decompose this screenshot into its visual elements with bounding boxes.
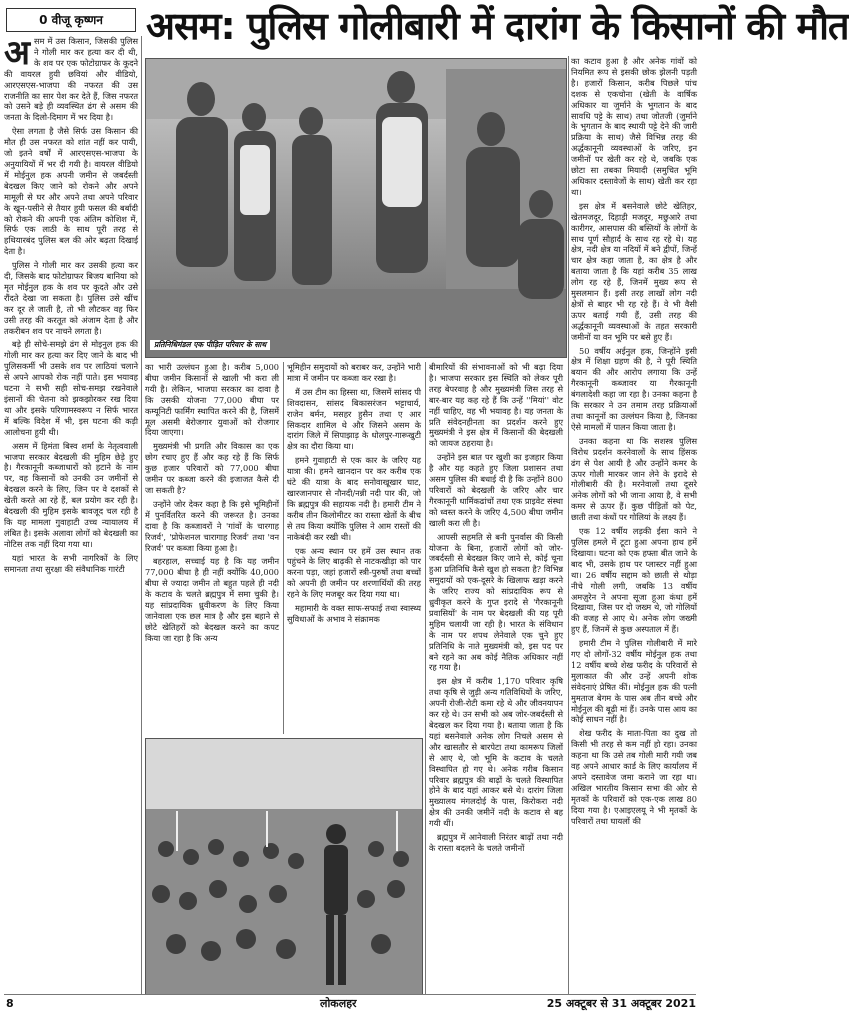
paragraph: एक 12 वर्षीय लड़की ईसा काने ने पुलिस हमले में टूटा हुआ अपना हाथ हमें दिखाया। घटना को एक हफ्ता बीत जाने के बाद भी, उसके हाथ पर प्लास्टर नहीं हुआ था। 26 वर्षीय सद्दाम को छाती से थोड़ा नीचे गोली लगी, जबकि 13 वर्षीय अमज़ुरेन ने अपना सूजा हुआ कंधा हमें दिखाया, जिस पर दो जख्म थे, जो गोलियों की वजह से आए थे। अनेक लोग जख्मी हुए हैं, जिनमें से कुछ अस्पताल में हैं। [571, 526, 697, 635]
paragraph: उन्होंने इस बात पर खुशी का इजहार किया है और यह कहते हुए जिला प्रशासन तथा असम पुलिस की बधाई दी है कि उन्होंने 800 परिवारों को बेदखली के जरिए और चार गैरकानूनी धार्मिकढांचों तथा एक प्राइवेट संस्था को ध्वस्त करने के जरिए 4,500 बीघा जमीन खाली करा ली है। [429, 452, 563, 528]
article-column-1 [4, 33, 138, 994]
paragraph: हमने गुवाहाटी से एक कार के जरिए यह यात्रा की। हमने खानदान पर कर करीब एक घंटे की यात्रा के बाद सनोवाखूखार घाट, खारजानपार से नौनदी/नन्नी नदी पार की, जो कि ब्रह्मपुत्र की सहायक नदी है। हमारी टीम ने करीब तीन किलोमीटर का रास्ता खेतों के बीच से तय किया क्योंकि पुलिस ने आम रास्तों की नाकेबंदी कर रखी थी। [287, 455, 421, 542]
photo-delegation [145, 58, 567, 358]
photo-delegation-image [146, 59, 566, 357]
paragraph: बहरहाल, सच्चाई यह है कि यह जमीन 77,000 बीघा है ही नहीं क्योंकि 40,000 बीघा से ज्यादा जमीन तो बहुत पहले ही नदी के कटाव के चलते ब्रह्मपुत्र में समा चुकी है। यह सांप्रदायिक ध्रुवीकरण के लिए किया जानेवाला एक छल मात्र है और इस बहाने से छोटे खेतिहरों को बेदखल करने का कपट किया जा रहा है कि अन्य [145, 556, 279, 643]
photo-crowd [145, 738, 423, 995]
column-divider [568, 56, 569, 994]
paragraph: भूमिहीन समुदायों को बराबर कर, उन्होंने भारी मात्रा में जमीन पर कब्जा कर रखा है। [287, 362, 421, 383]
paragraph: एक अन्य स्थान पर हमें उस स्थान तक पहुंचने के लिए बाढ़की से नाटकखीड़ा को पार करना पड़ा, जहां हजारों स्त्री-पुरुषों तथा बच्चों को अपनी ही जमीन पर शरणार्थियों की तरह रहने के लिए मजबूर कर दिया गया था। [287, 545, 421, 600]
byline: 0 वीजू कृष्णन [6, 8, 136, 32]
paragraph: पुलिस ने गोली मार कर उसकी हत्या कर दी, जिसके बाद फोटोग्राफर बिजय बानिया को मृत मोईनुल हक के शव पर कूदते और उसे रौंदते देखा जा सकता है। पुलिस उसे खींच कर दूर ले जाती है, तो भी लौटकर वह फिर उसी तरह की करतूत को अंजाम देता है और तकरीबन शव पर नाचने लगता है। [4, 260, 138, 336]
issue-date: 25 अक्टूबर से 31 अक्टूबर 2021 [546, 997, 696, 1010]
paragraph: बड़े ही सोचे-समझे ढंग से मोइनुल हक की गोली मार कर हत्या कर दिए जाने के बाद भी पुलिसकर्मी भी उसके शव पर लाठियां चलाने से अपने आपको रोक नहीं पाते। इस भयावह घटना ने सभी सही सोच-समझ रखनेवाले इंसानों की चेतना को झकझोरकर रख दिया था और इसके परिणामस्वरूप न सिर्फ भारत में बल्कि विदेश में भी, इस घटना की कड़ी आलोचना हुयी थी। [4, 339, 138, 437]
article-column-5 [571, 56, 697, 994]
paragraph: शेख फरीद के माता-पिता का दुख तो किसी भी तरह से कम नहीं हो रहा। उनका कहना था कि उसे तब गोली मारी गयी जब वह अपने आधार कार्ड के लिए कार्यालय में अपने दस्तावेज जमा कराने जा रहा था। अखिल भारतीय किसान सभा की ओर से मृतकों के परिवारों को एक-एक लाख 80 दिया गया है। एआइएलयू ने भी मृतकों के परिवारों तथा घायलों की [571, 728, 697, 826]
paragraph: का भारी उल्लंघन हुआ है। करीब 5,000 बीघा जमीन किसानों से खाली भी करा ली गयी है। लेकिन, भाजपा सरकार का दावा है कि उसकी योजना 77,000 बीघा पर कम्यूनिटी फार्मिंग स्थापित करने की है, जिसमें मूल असमी बेरोजगार युवाओं को रोजगार दिया जाएगा। [145, 362, 279, 438]
paragraph: यहां भारत के सभी नागरिकों के लिए समानता तथा सुरक्षा की संवैधानिक गारंटी [4, 552, 138, 574]
photo-crowd-image [146, 739, 422, 994]
paragraph: आपसी सहमति से बनी पुनर्वास की किसी योजना के बिना, हजारों लोगों को जोर-जबर्दस्ती से बेदखल किए जाने से, कोई चूना हुआ प्रतिनिधि कैसे खुश हो सकता है? विभिन्न समुदायों को एक-दूसरे के खिलाफ खड़ा करने के जरिए राज्य को सांप्रदायिक रूप से ध्रुवीकृत करने के गुप्त इरादे से 'गैरकानूनी प्रवासियों' के नाम पर बेदखली की यह पूरी मुहिम चलायी जा रही है। भारत के संविधान के नाम पर शपथ लेनेवाले एक चुने हुए प्रतिनिधि के नाते मुख्यमंत्री को, इस पद पर बने रहने का अब कोई नैतिक अधिकार नहीं रह गया है। [429, 531, 563, 673]
paragraph: मुख्यमंत्री भी प्रगति और विकास का एक छोग रचाए हुए हैं और कह रहे हैं कि सिर्फ कुछ हजार परिवारों को 77,000 बीघा जमीन पर कब्जा करने की इजाजत कैसे दी जा सकती है? [145, 441, 279, 495]
paragraph: उन्होंने जोर देकर कहा है कि इसे भूमिहीनों में पुनर्वितरित करने की जरूरत है। उनका दावा है कि कब्जावरों ने 'गांवों के चारगाह रिजर्व', 'प्रोफेशनल चारागाह रिजर्व' तथा 'वन रिजर्व' पर कब्जा किया हुआ है। [145, 498, 279, 553]
column-divider [425, 362, 426, 994]
photo-caption: प्रतिनिधिमंडल एक पीड़ित परिवार के साथ [150, 340, 270, 350]
paragraph: असम में हिमंता बिस्व शर्मा के नेतृत्ववाली भाजपा सरकार बेदखली की मुहिम छेड़े हुए है। गैरकानूनी कब्जाधारों को हटाने के नाम पर, वह किसानों को उनकी उन जमीनों से बेदखल करने के लिए, जिन पर वे दशकों से खेती करते आ रहे हैं, बल प्रयोग कर रही है। बेदखली की मुहिम इसके बावजूद चल रही है कि यह मामला गुवाहाटी उच्च न्यायालय में लंबित है। इसके अलावा लोगों को बेदखली का नोटिस तक नहीं दिया गया था। [4, 440, 138, 549]
paragraph: 50 वर्षीय अईनुल हक, जिन्होंने इसी क्षेत्र में शिक्षा ग्रहण की है, ने पूरी स्थिति बयान की और आरोप लगाया कि उन्हें गैरकानूनी कब्जावर या गैरकानूनी बंगलादेशी कहा जा रहा है। उनका कहना है कि सरकार ने उन तमाम तरह प्रक्रियाओं तथा कानूनों का उल्लंघन किया है, जिनका ऐसे मामलों में पालन किया जाता है। [571, 345, 697, 432]
column-divider [283, 362, 284, 734]
paragraph: हमारी टीम ने पुलिस गोलीबारी में मारे गए दो लोगों-32 वर्षीय मोईनुल हक तथा 12 वर्षीय बच्चे शेख फरीद के परिवारों से मुलाकात की और उन्हें अपनी शोक संवेदनाएं प्रेषित कीं। मोईनुल हक की पत्नी मुमताज बेगम के पास अब तीन बच्चे और मोईनुल की बूढ़ी मां हैं। उनके पास आय का कोई साधन नहीं है। [571, 638, 697, 725]
page-number: 8 [6, 997, 14, 1010]
article-column-4 [429, 362, 563, 994]
paragraph: इस क्षेत्र में बसनेवाले छोटे खेतिहर, खेतमजदूर, दिहाड़ी मजदूर, मछुआरे तथा कारीगर, आसपास की बस्तियों के लोगों के साथ पूर्ण सौहार्द के साथ रह रहे थे। यह क्षेत्र, नदी क्षेत्र या नदियों में बने द्वीपों, जिन्हें चार क्षेत्र कहा जाता है, का क्षेत्र है और बताया जाता है कि यहां करीब 35 लाख लोग रह रहे हैं, जिनमें मुख्य रूप से मुसलमान हैं। इसी तरह लाखों लोग नदी क्षेत्रों से बाहर भी रह रहे हैं। वे भी वैसी ऊपर बताई गयी हैं, उसी तरह की अर्द्धकानूनी व्यवस्थाओं के तहत सरकारी जमीनों या वन भूमि पर बसे हुए हैं। [571, 200, 697, 342]
footer-rule [4, 994, 696, 995]
paragraph: ऐसा लगता है जैसे सिर्फ उस किसान की मौत ही उस नफरत को शांत नहीं कर पायी, जो इतने वर्षों में आरएसएस-भाजपा के अनुयायियों में भर दी गयी है। वायरल वीडियो में मोईनुल हक अपनी जमीन से जबर्दस्ती बेदखल किए जाने को रोकने और अपने मामूली से घर और अपने तथा अपने परिवार के खून-पसीने से तैयार हुयी फसल की बर्बादी को रोकने की अपनी एक अंतिम कोशिश में, सिर्फ एक लाठी के साथ पूरी तरह से हथियारबंद पुलिस बल की ओर बढ़ता दिखाई देता है। [4, 126, 138, 257]
publication-name: लोकलहर [320, 997, 357, 1010]
article-column-3 [287, 362, 421, 734]
paragraph: महामारी के वक्त साफ-सफाई तथा स्वास्थ्य सुविधाओं के अभाव ने संक्रामक [287, 603, 421, 624]
column-divider [141, 36, 142, 994]
paragraph: बीमारियों की संभावनाओं को भी बढ़ा दिया है। भाजपा सरकार इस स्थिति को लेकर पूरी तरह बेपरवाह है और मुख्यमंत्री जिस तरह से बार-बार यह कह रहे हैं कि उन्हें ''मियां'' वोट नहीं चाहिए, वह भी भयावह है। यह जनता के प्रति संवेदनहीनता का प्रदर्शन करने हुए मुख्यमंत्री ने इस क्षेत्र में किसानों की बेदखली को जायज ठहराया है। [429, 362, 563, 449]
paragraph: मैं उस टीम का हिस्सा था, जिसमें सांसद पी शिवदासन, सांसद बिकासरंजन भट्टाचार्य, राजेन बर्मन, मसहर हुसैन तथा ए आर सिकदार शामिल थे और जिसने असम के दारांग जिले में सिपाझाड़ के धोलपुर-गारूखुटी क्षेत्र का दौरा किया था। [287, 386, 421, 452]
paragraph: उनका कहना था कि सशस्त्र पुलिस विरोध प्रदर्शन करनेवालों के साथ हिंसक ढंग से पेश आयी है और उन्होंने कमर के ऊपर गोली मारकर जान लेने के इरादे से गोलीबारी की है। मरनेवालों तथा दूसरे अनेक लोगों को भी जाना आया है, वे सभी कमर से ऊपर हैं। कुछ पीड़ितों को पेट, छाती तथा कंधों पर गोलियां के लक्ष्य हैं। [571, 435, 697, 523]
paragraph: इस क्षेत्र में करीब 1,170 परिवार कृषि तथा कृषि से जुड़ी अन्य गतिविधियों के जरिए, अपनी रोजी-रोटी कमा रहे थे और जीवनयापन कर रहे थे। उन सभी को अब जोर-जबर्दस्ती से बेदखल कर दिया गया है। बताया जाता है कि यहां बसनेवाले अनेक लोग निचले असम से और खासतौर से बारपेटा तथा कामरूप जिलों से आए थे, जो भूमि के कटाव के चलते विस्थापित हो गए थे। अनेक गरीब किसान परिवार ब्रह्मपुत्र की बाढ़ों के चलते विस्थापित होने के बाद यहां आकर बसे थे। दारांग जिला मुख्यालय मंगलदोई के पास, किरोकरा नदी क्षेत्र की उनकी जमीनें नदी के कटाव से बह गयी थीं। [429, 676, 563, 829]
paragraph: सम में उस किसान, जिसकी पुलिस ने गोली मार कर हत्या कर दी थी, के शव पर एक फोटोग्राफर के कूदने की वायरल हुयी छवियां और वीडियो, आरएसएस-भाजपा की नफरत की उस राजनीति का सार पेश कर देते हैं, जिस नफरत को उसने बड़े ही व्यवस्थित ढंग से असम की जनता के दिलो-दिमाग में भर दिया है। [4, 36, 138, 123]
paragraph: ब्रह्मपुत्र में आनेवाली निरंतर बाढ़ों तथा नदी के रास्ता बदलने के चलते जमीनों [429, 832, 563, 853]
article-column-2 [145, 362, 279, 734]
headline: असम: पुलिस गोलीबारी में दारांग के किसानों की मौत [146, 4, 849, 48]
drop-cap: अ [4, 33, 30, 73]
paragraph: का कटाव हुआ है और अनेक गांवों को नियमित रूप से इसकी छोक झेलनी पड़ती है। हजारों किसान, करीब पिछले पांच दशक से एकचोना (खेती के वार्षिक अधिकार या जुर्माने के भुगतान के बाद सावधि पट्टे के साथ) तथा जोतजी (जुर्माने के भुगतान के बाद स्थायी पट्टे देने की जारी प्रक्रिया के साथ) जैसे विभिन्न तरह की अर्द्धकानूनी व्यवस्थाओं के जरिए, इन जमीनों पर खेती कर रहे थे, जबकि एक छोटा सा तबका मियादी (समुचित भूमि अधिकार दस्तावेजों के साथ) खेती कर रहा था। [571, 56, 697, 197]
